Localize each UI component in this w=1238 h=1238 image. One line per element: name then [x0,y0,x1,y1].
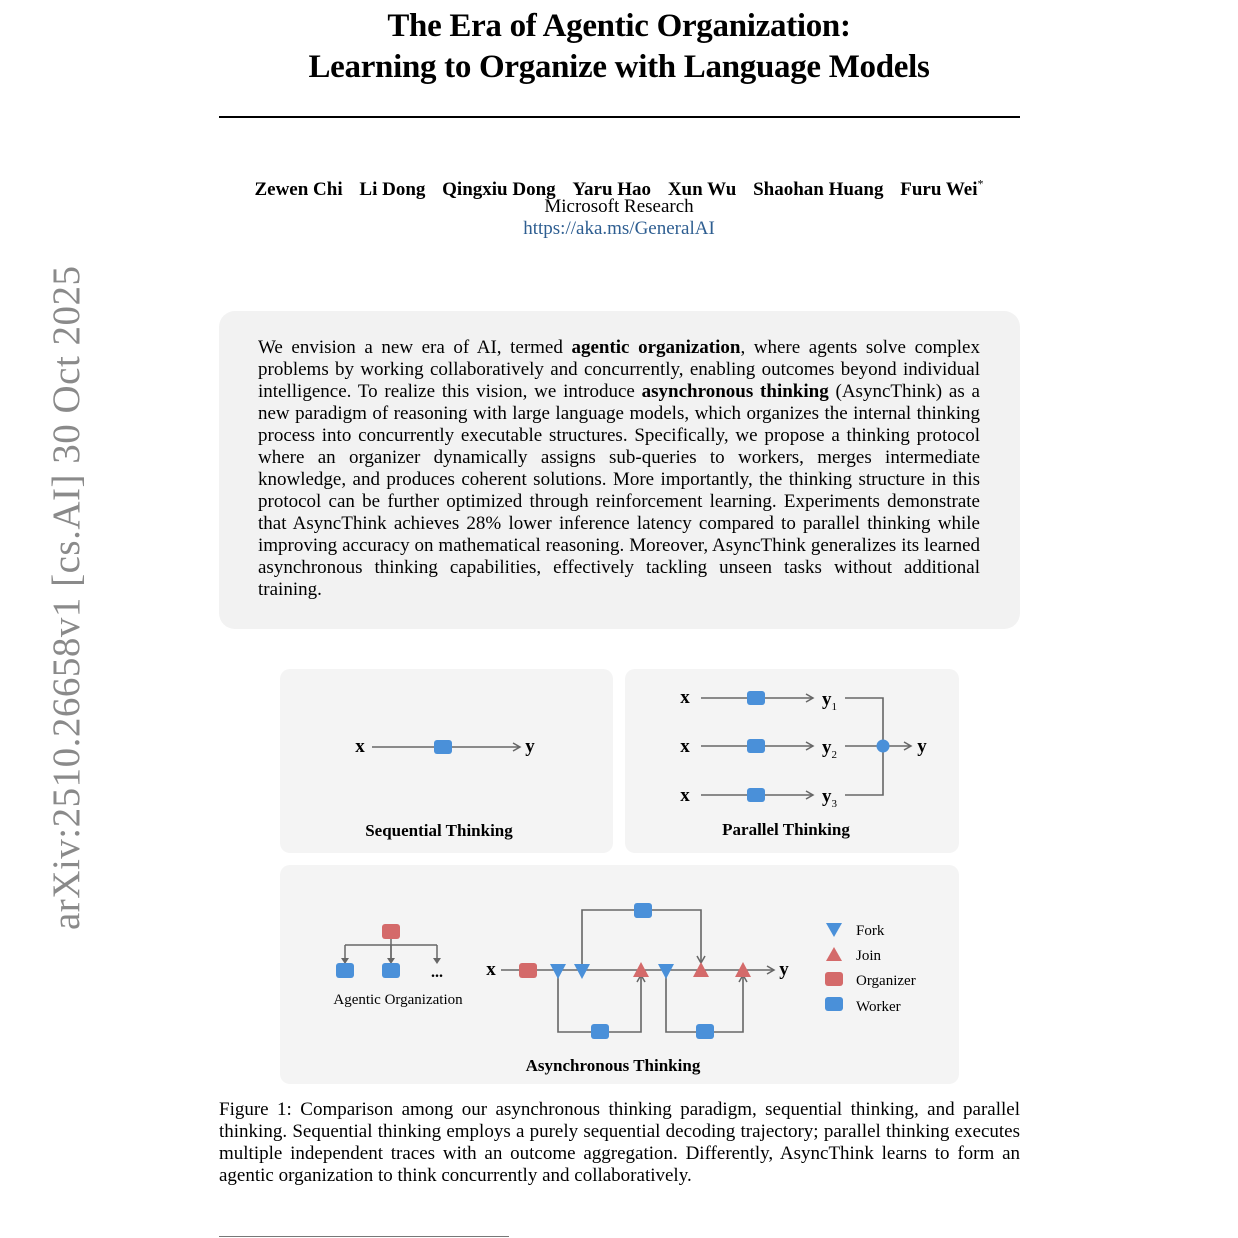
async-flow [486,903,789,1039]
agentic-organization-tree [333,924,463,1008]
panel-title: Parallel Thinking [722,820,850,839]
legend-worker-label: Worker [856,999,901,1015]
term-asynchronous-thinking: asynchronous thinking [641,381,829,402]
fork-icon [826,923,842,937]
legend-organizer-label: Organizer [856,973,916,989]
fork-icon [658,964,674,979]
ellipsis: ... [431,964,443,981]
legend-fork-label: Fork [856,923,885,939]
input-x: x [680,736,690,757]
title-line-2: Learning to Organize with Language Models [308,49,930,85]
paper-title [0,6,1238,88]
parallel-thinking-panel [625,669,959,853]
worker-node [434,740,452,754]
input-x: x [680,785,690,806]
arxiv-stamp: arXiv:2510.26658v1 [cs.AI] 30 Oct 2025 [45,265,88,930]
input-x: x [355,736,365,757]
parallel-diagram [625,669,959,853]
organizer-icon [825,972,843,986]
join-icon [826,947,842,961]
input-x: x [680,687,690,708]
author: Qingxiu Dong [442,179,556,201]
sequential-diagram [280,669,613,853]
panel-title: Asynchronous Thinking [525,1056,701,1075]
author: Li Dong [359,179,426,201]
sequential-thinking-panel [280,669,613,853]
input-x: x [486,959,496,980]
project-link[interactable]: https://aka.ms/GeneralAI [523,218,715,239]
footnote-rule [219,1236,509,1237]
branch-output: $y_3$ [822,786,837,810]
organizer-node [519,963,537,978]
affiliation: Microsoft Research [544,196,694,217]
title-line-1: The Era of Agentic Organization: [387,8,851,44]
fork-icon [550,964,566,979]
author: Xun Wu [667,179,737,201]
fork-icon [574,964,590,979]
legend [825,923,916,1015]
worker-node [747,788,765,802]
worker-node [634,903,652,918]
term-agentic-organization: agentic organization [571,337,741,358]
corresponding-mark: * [977,177,984,191]
async-diagram [280,865,959,1084]
output-y: y [525,736,535,757]
output-y: y [779,959,789,980]
worker-node [382,963,400,978]
author: Shaohan Huang [753,179,884,201]
title-rule [219,116,1020,118]
asynchronous-thinking-panel [280,865,959,1084]
legend-join-label: Join [856,948,882,964]
author: Zewen Chi [254,179,343,201]
author: Furu Wei* [900,177,984,201]
worker-node [336,963,354,978]
abstract-text: We envision a new era of AI, termed agentic organization, where agents solve complex problems by working collaboratively and concurrently, enabling outcomes beyond individual intelligence. To realize this vision, we introduce asynchronous thinking (AsyncThink) as a new paradigm of reasoning with large language models, which organizes the internal thinking process into concurrently executable structures. Specifically, we propose a thinking protocol where an organizer dynamically assigns sub-queries to workers, merges intermediate knowledge, and produces coherent solutions. More importantly, the thinking structure in this protocol can be further optimized through reinforcement learning. Experiments demonstrate that AsyncThink achieves 28% lower inference latency compared to parallel thinking while improving accuracy on mathematical reasoning. Moreover, AsyncThink generalizes its learned asynchronous thinking capabilities, effectively tackling unseen tasks without additional training. [258,337,980,600]
worker-node [591,1024,609,1039]
branch-output: $y_1$ [822,689,837,713]
worker-node [747,739,765,753]
panel-title: Sequential Thinking [365,821,513,840]
aggregation-node [877,740,890,753]
abstract-box [219,311,1020,629]
author: Yaru Hao [572,179,652,201]
figure-caption: Figure 1: Comparison among our asynchronous thinking paradigm, sequential thinking, and parallel thinking. Sequential thinking employs a purely sequential decoding trajectory; parallel thinking executes multiple independent traces with an outcome aggregation. Differently, AsyncThink learns to form an agentic organization to think concurrently and collaboratively. [219,1099,1020,1186]
worker-node [696,1024,714,1039]
branch-output: $y_2$ [822,737,837,761]
output-y: y [917,736,927,757]
organizer-node [382,924,400,939]
agentic-organization-label: Agentic Organization [333,992,463,1008]
worker-icon [825,997,843,1011]
worker-node [747,691,765,705]
